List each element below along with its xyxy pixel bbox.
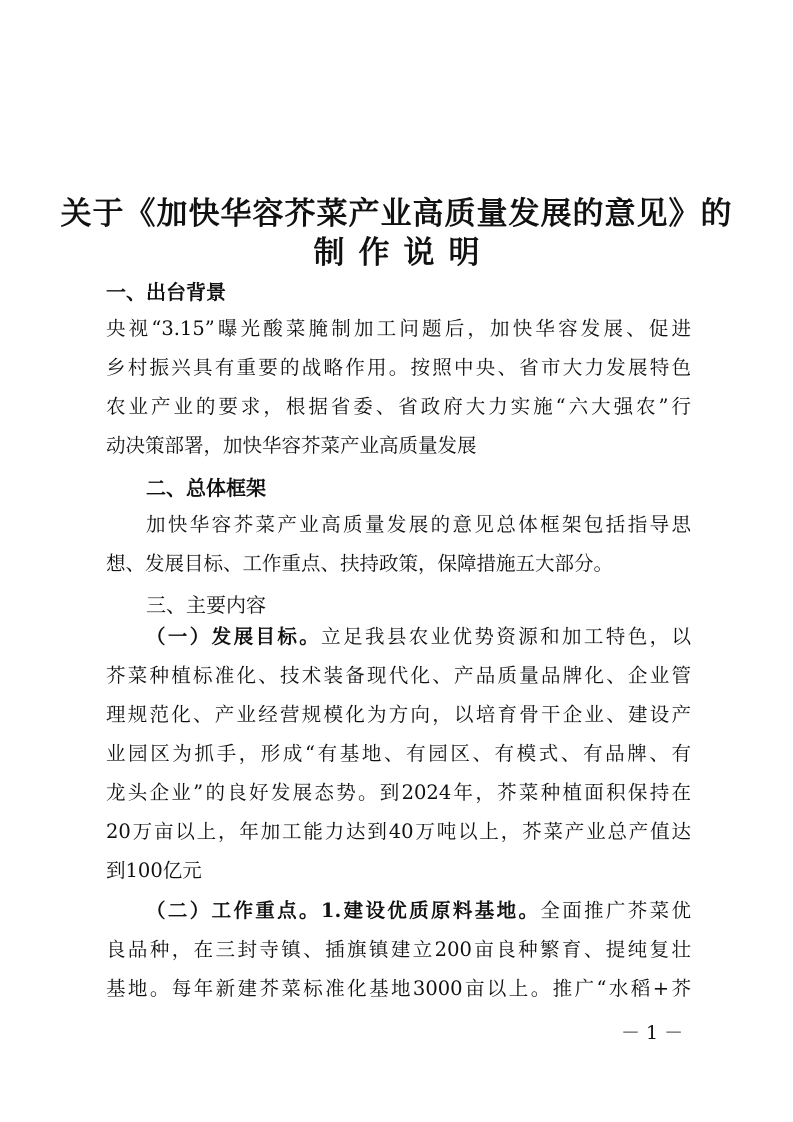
paragraph-line: 加快华容芥菜产业高质量发展的意见总体框架包括指导思	[146, 513, 691, 536]
section-heading-framework: 二、总体框架	[146, 476, 266, 500]
goal-label: （一）发展目标。	[146, 625, 322, 648]
goal-text: 立足我县农业优势资源和加工特色，以	[321, 625, 691, 648]
paragraph-line: 龙头企业”的良好发展态势。到2024年，芥菜种植面积保持在	[106, 781, 691, 804]
paragraph-work-priorities	[106, 891, 691, 1008]
section-heading-background: 一、出台背景	[106, 280, 226, 304]
paragraph-line: 芥菜种植标准化、技术装备现代化、产品质量品牌化、企业管	[106, 664, 691, 687]
paragraph-framework	[106, 505, 691, 583]
work-label: （二）工作重点。1.建设优质原料基地。	[146, 899, 541, 922]
paragraph-line: 业园区为抓手，形成“有基地、有园区、有模式、有品牌、有	[106, 742, 691, 765]
paragraph-line: 想、发展目标、工作重点、扶持政策，保障措施五大部分。	[106, 552, 614, 575]
paragraph-line: 到100亿元	[106, 859, 202, 882]
paragraph-line: 20万亩以上，年加工能力达到40万吨以上，芥菜产业总产值达	[106, 820, 691, 843]
paragraph-line: 基地。每年新建芥菜标准化基地3000亩以上。推广“水稻+芥	[106, 977, 691, 1000]
paragraph-line: 央视“3.15”曝光酸菜腌制加工问题后，加快华容发展、促进	[106, 317, 691, 340]
paragraph-line: 乡村振兴具有重要的战略作用。按照中央、省市大力发展特色	[106, 356, 691, 379]
section-heading-content: 三、主要内容	[146, 593, 266, 617]
document-title-line2: 制作说明	[313, 235, 494, 271]
paragraph-line: 农业产业的要求，根据省委、省政府大力实施“六大强农”行	[106, 395, 691, 418]
paragraph-line	[106, 891, 691, 930]
paragraph-background	[106, 309, 691, 465]
paragraph-line: 理规范化、产业经营规模化为方向，以培育骨干企业、建设产	[106, 703, 691, 726]
document-title-line1: 关于《加快华容芥菜产业高质量发展的意见》的	[60, 196, 733, 232]
work-text: 全面推广芥菜优	[540, 899, 691, 922]
paragraph-line: 动决策部署，加快华容芥菜产业高质量发展	[106, 434, 477, 457]
paragraph-line: 良品种，在三封寺镇、插旗镇建立200亩良种繁育、提纯复壮	[106, 938, 691, 961]
paragraph-line	[106, 617, 691, 656]
page-number: － 1 －	[621, 1022, 684, 1044]
paragraph-goals	[106, 617, 691, 890]
